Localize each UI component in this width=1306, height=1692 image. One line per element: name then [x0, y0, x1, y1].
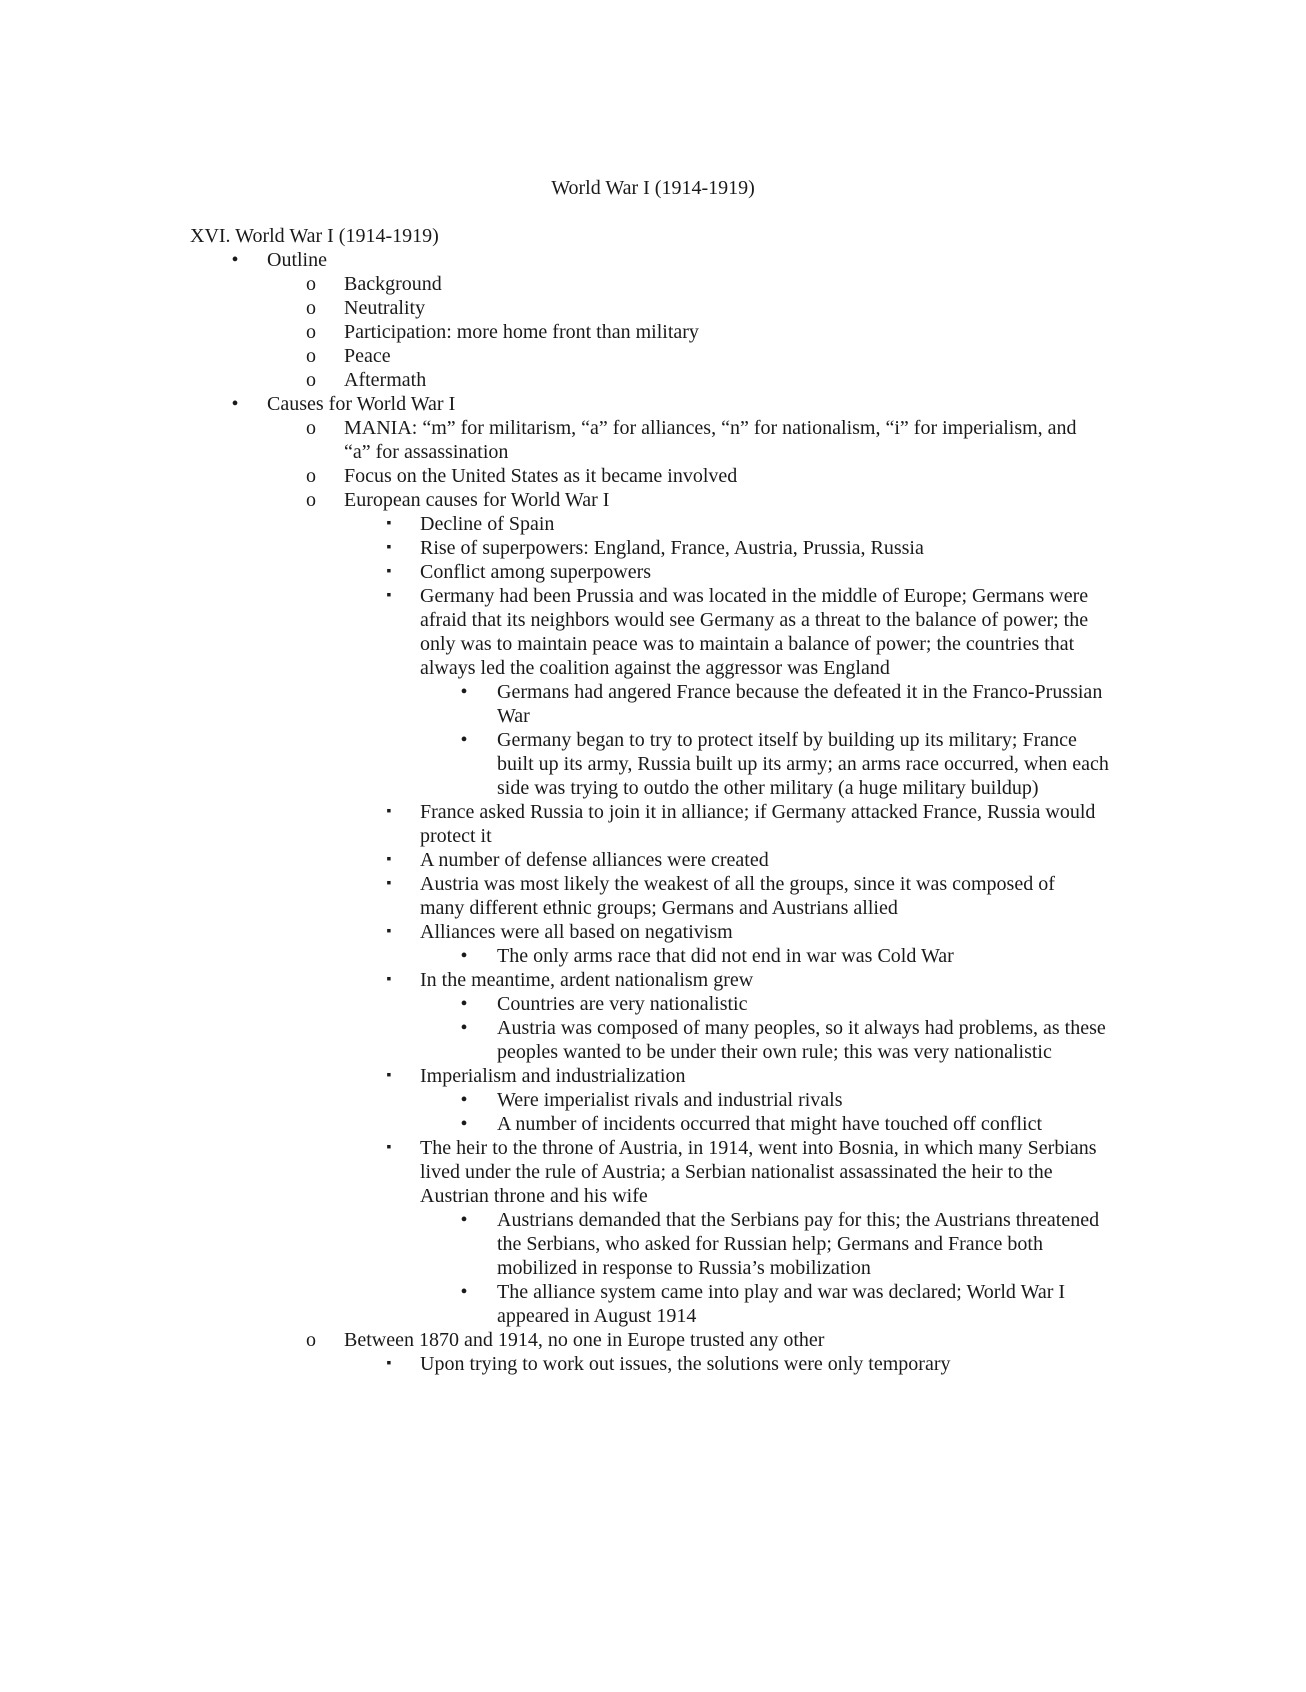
outline-item-text: Participation: more home front than military — [344, 321, 699, 343]
outline-item-text: Rise of superpowers: England, France, Austria, Prussia, Russia — [420, 537, 924, 559]
outline-item-level-4 — [0, 1208, 1306, 1280]
outline-item-level-2 — [0, 464, 1306, 488]
outline-item-level-4 — [0, 1112, 1306, 1136]
bullet-marker: ▪ — [386, 876, 392, 891]
outline-item-level-3 — [0, 848, 1306, 872]
bullet-marker: ▪ — [386, 972, 392, 987]
outline-item-text: European causes for World War I — [344, 489, 610, 511]
bullet-marker: • — [231, 249, 239, 271]
outline-item-text: Imperialism and industrialization — [420, 1065, 686, 1087]
outline-item-level-4 — [0, 1280, 1306, 1328]
outline-item-level-4 — [0, 1016, 1306, 1064]
outline-item-text: Between 1870 and 1914, no one in Europe trusted any other — [344, 1329, 825, 1351]
outline-item-text: Were imperialist rivals and industrial rivals — [497, 1089, 843, 1111]
outline-item-level-2 — [0, 368, 1306, 392]
outline-item-text: Germany had been Prussia and was located in the middle of Europe; Germans were afraid that its neighbors would see Germany as a threat to the balance of power; the only was to maintain peace was to maintain a balance of power; the countries that always led the coalition against the aggressor was England — [420, 585, 1089, 679]
bullet-marker: ▪ — [386, 852, 392, 867]
outline-list — [0, 248, 1306, 1376]
outline-item-level-4 — [0, 728, 1306, 800]
outline-item-level-2 — [0, 488, 1306, 512]
outline-item-level-2 — [0, 1328, 1306, 1352]
bullet-marker: ▪ — [386, 1356, 392, 1371]
outline-item-text: Decline of Spain — [420, 513, 555, 535]
outline-item-level-3 — [0, 1136, 1306, 1208]
bullet-marker: o — [306, 465, 316, 487]
bullet-marker: • — [460, 729, 468, 751]
outline-item-level-3 — [0, 560, 1306, 584]
bullet-marker: o — [306, 273, 316, 295]
bullet-marker: • — [460, 681, 468, 703]
outline-item-text: Focus on the United States as it became involved — [344, 465, 738, 487]
bullet-marker: • — [460, 1113, 468, 1135]
bullet-marker: ▪ — [386, 516, 392, 531]
outline-item-level-3 — [0, 1352, 1306, 1376]
bullet-marker: ▪ — [386, 540, 392, 555]
bullet-marker: • — [460, 1089, 468, 1111]
outline-item-text: Austria was composed of many peoples, so it always had problems, as these peoples wanted to be under their own rule; this was very nationalistic — [497, 1017, 1106, 1063]
outline-item-level-4 — [0, 944, 1306, 968]
outline-item-text: A number of incidents occurred that might have touched off conflict — [497, 1113, 1043, 1135]
outline-item-text: Outline — [267, 249, 327, 271]
outline-item-text: Conflict among superpowers — [420, 561, 652, 583]
bullet-marker: • — [460, 1281, 468, 1303]
outline-item-level-3 — [0, 800, 1306, 848]
outline-item-level-3 — [0, 968, 1306, 992]
bullet-marker: • — [460, 1017, 468, 1039]
bullet-marker: • — [460, 945, 468, 967]
outline-item-text: The alliance system came into play and war was declared; World War I appeared in August 1914 — [497, 1281, 1066, 1327]
bullet-marker: o — [306, 345, 316, 367]
bullet-marker: o — [306, 1329, 316, 1351]
document-title: World War I (1914-1919) — [551, 177, 755, 199]
outline-item-text: Causes for World War I — [267, 393, 456, 415]
bullet-marker: • — [460, 1209, 468, 1231]
outline-item-text: Austrians demanded that the Serbians pay for this; the Austrians threatened the Serbians, who asked for Russian help; Germans and France both mobilized in response to Russia’s mobilization — [497, 1209, 1100, 1279]
outline-item-text: A number of defense alliances were created — [420, 849, 769, 871]
outline-item-text: In the meantime, ardent nationalism grew — [420, 969, 754, 991]
outline-item-text: Neutrality — [344, 297, 426, 319]
outline-item-text: The heir to the throne of Austria, in 1914, went into Bosnia, in which many Serbians lived under the rule of Austria; a Serbian nationalist assassinated the heir to the Austrian throne and his wife — [420, 1137, 1097, 1207]
outline-item-level-1 — [0, 392, 1306, 416]
bullet-marker: ▪ — [386, 924, 392, 939]
outline-item-text: Germany began to try to protect itself by building up its military; France built up its army, Russia built up its army; an arms race occurred, when each side was trying to outdo the other military (a huge military buildup) — [497, 729, 1109, 799]
outline-item-level-2 — [0, 344, 1306, 368]
outline-item-text: France asked Russia to join it in alliance; if Germany attacked France, Russia would protect it — [420, 801, 1096, 847]
outline-item-level-3 — [0, 536, 1306, 560]
bullet-marker: • — [460, 993, 468, 1015]
bullet-marker: ▪ — [386, 1068, 392, 1083]
outline-item-text: Upon trying to work out issues, the solutions were only temporary — [420, 1353, 951, 1375]
bullet-marker: o — [306, 369, 316, 391]
outline-item-level-2 — [0, 320, 1306, 344]
bullet-marker: ▪ — [386, 804, 392, 819]
outline-item-level-4 — [0, 680, 1306, 728]
outline-item-level-4 — [0, 992, 1306, 1016]
section-heading: XVI. World War I (1914-1919) — [190, 225, 439, 247]
outline-item-level-2 — [0, 296, 1306, 320]
bullet-marker: o — [306, 417, 316, 439]
outline-item-level-3 — [0, 920, 1306, 944]
bullet-marker: o — [306, 297, 316, 319]
outline-item-level-3 — [0, 584, 1306, 680]
outline-item-text: Alliances were all based on negativism — [420, 921, 733, 943]
outline-item-level-1 — [0, 248, 1306, 272]
outline-item-text: Peace — [344, 345, 391, 367]
bullet-marker: ▪ — [386, 564, 392, 579]
outline-item-level-3 — [0, 872, 1306, 920]
outline-item-text: The only arms race that did not end in war was Cold War — [497, 945, 954, 967]
bullet-marker: o — [306, 321, 316, 343]
outline-item-text: MANIA: “m” for militarism, “a” for alliances, “n” for nationalism, “i” for imperialism, and “a” for assassination — [344, 417, 1077, 463]
bullet-marker: ▪ — [386, 1140, 392, 1155]
outline-item-text: Countries are very nationalistic — [497, 993, 748, 1015]
outline-item-text: Austria was most likely the weakest of all the groups, since it was composed of many different ethnic groups; Germans and Austrians allied — [420, 873, 1055, 919]
bullet-marker: ▪ — [386, 588, 392, 603]
outline-item-level-3 — [0, 1064, 1306, 1088]
outline-item-level-3 — [0, 512, 1306, 536]
outline-item-level-2 — [0, 272, 1306, 296]
outline-item-level-4 — [0, 1088, 1306, 1112]
outline-item-level-2 — [0, 416, 1306, 464]
bullet-marker: • — [231, 393, 239, 415]
outline-item-text: Germans had angered France because the defeated it in the Franco-Prussian War — [497, 681, 1103, 727]
outline-item-text: Aftermath — [344, 369, 427, 391]
outline-item-text: Background — [344, 273, 442, 295]
bullet-marker: o — [306, 489, 316, 511]
